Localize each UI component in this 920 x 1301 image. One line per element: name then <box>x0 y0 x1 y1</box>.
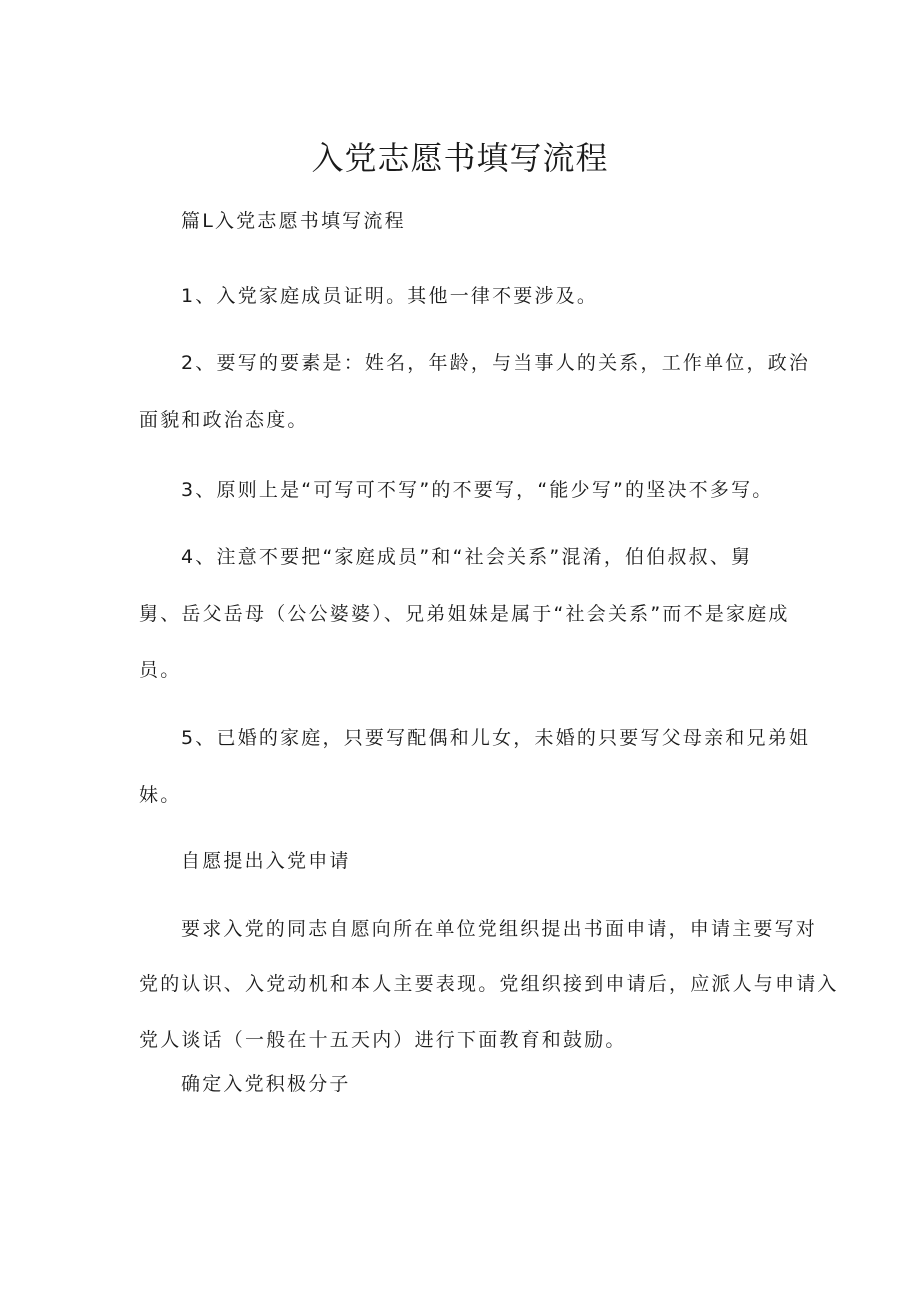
document-title: 入党志愿书填写流程 <box>311 139 609 177</box>
paragraph-6-line-3: 党人谈话（一般在十五天内）进行下面教育和鼓励。 <box>139 1029 627 1051</box>
paragraph-4-line-2: 舅、岳父岳母（公公婆婆）、兄弟姐妹是属于“社会关系”而不是家庭成 <box>139 603 790 625</box>
section-heading-activist: 确定入党积极分子 <box>181 1073 351 1095</box>
paragraph-6-line-1: 要求入党的同志自愿向所在单位党组织提出书面申请，申请主要写对 <box>181 918 818 940</box>
subtitle-line: 篇L入党志愿书填写流程 <box>181 210 406 232</box>
paragraph-1-line-1: 1、入党家庭成员证明。其他一律不要涉及。 <box>181 285 599 307</box>
paragraph-4-line-3: 员。 <box>139 659 182 681</box>
paragraph-5-line-1: 5、已婚的家庭，只要写配偶和儿女，未婚的只要写父母亲和兄弟姐 <box>181 727 811 749</box>
paragraph-2-line-1: 2、要写的要素是：姓名，年龄，与当事人的关系，工作单位，政治 <box>181 352 811 374</box>
paragraph-5-line-2: 妹。 <box>139 784 182 806</box>
paragraph-4-line-1: 4、注意不要把“家庭成员”和“社会关系”混淆，伯伯叔叔、舅 <box>181 546 753 568</box>
paragraph-6-line-2: 党的认识、入党动机和本人主要表现。党组织接到申请后，应派人与申请入 <box>139 973 839 995</box>
section-heading-application: 自愿提出入党申请 <box>181 850 351 872</box>
paragraph-3-line-1: 3、原则上是“可写可不写”的不要写，“能少写”的坚决不多写。 <box>181 479 774 501</box>
paragraph-2-line-2: 面貌和政治态度。 <box>139 409 309 431</box>
